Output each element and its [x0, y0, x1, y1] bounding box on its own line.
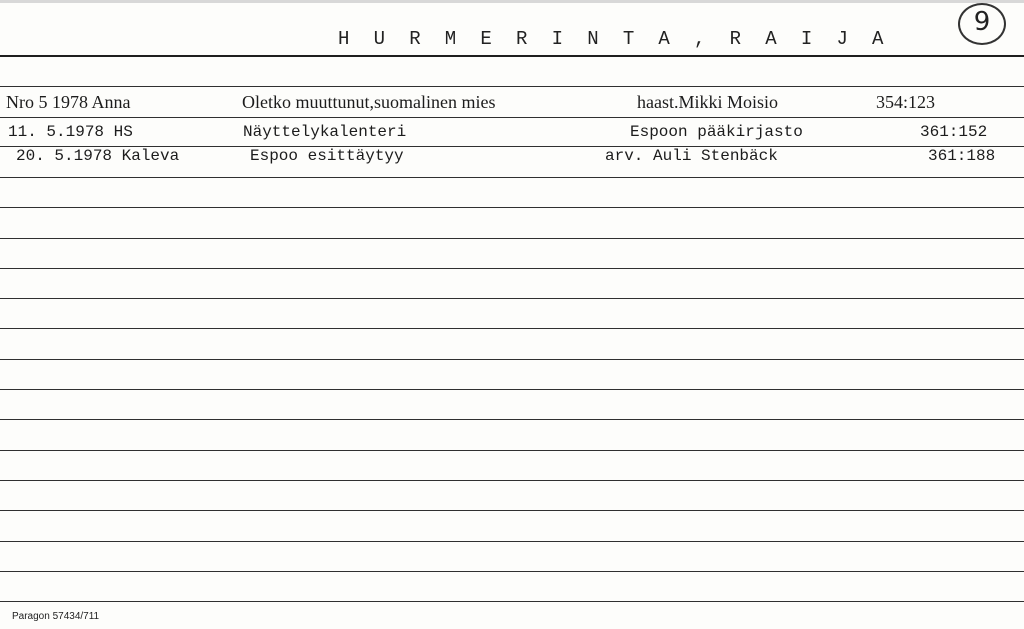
entry-title: Espoo esittäytyy [250, 147, 404, 165]
card-number-circle [958, 3, 1006, 45]
entry-date-source: 20. 5.1978 Kaleva [16, 147, 180, 165]
entry-ref: 361:152 [920, 123, 988, 141]
ruled-line [0, 298, 1024, 299]
ruled-line [0, 389, 1024, 390]
entry-ref: 354:123 [876, 92, 936, 112]
entry-title: Oletko muuttunut,suomalinen mies [242, 92, 496, 112]
entry-note: haast.Mikki Moisio [637, 92, 779, 112]
ruled-line [0, 541, 1024, 542]
card-footer-print: Paragon 57434/711 [12, 611, 100, 622]
card-number: 9 [973, 7, 991, 37]
ruled-line [0, 207, 1024, 208]
ruled-line [0, 238, 1024, 239]
ruled-line [0, 117, 1024, 118]
entry-title: Näyttelykalenteri [243, 123, 407, 141]
ruled-line [0, 480, 1024, 481]
ruled-line [0, 328, 1024, 329]
entry-date-source: Nro 5 1978 Anna [6, 92, 131, 112]
ruled-line [0, 510, 1024, 511]
entry-note: arv. Auli Stenbäck [605, 147, 778, 165]
header-rule [0, 55, 1024, 57]
entry-note: Espoon pääkirjasto [630, 123, 803, 141]
ruled-line [0, 450, 1024, 451]
ruled-line [0, 601, 1024, 602]
ruled-line [0, 268, 1024, 269]
card-heading: H U R M E R I N T A , R A I J A [338, 28, 890, 50]
ruled-line [0, 177, 1024, 178]
entry-ref: 361:188 [928, 147, 996, 165]
entry-date-source: 11. 5.1978 HS [8, 123, 133, 141]
ruled-line [0, 571, 1024, 572]
ruled-line [0, 86, 1024, 87]
ruled-line [0, 359, 1024, 360]
card-top-edge [0, 0, 1024, 3]
ruled-line [0, 419, 1024, 420]
